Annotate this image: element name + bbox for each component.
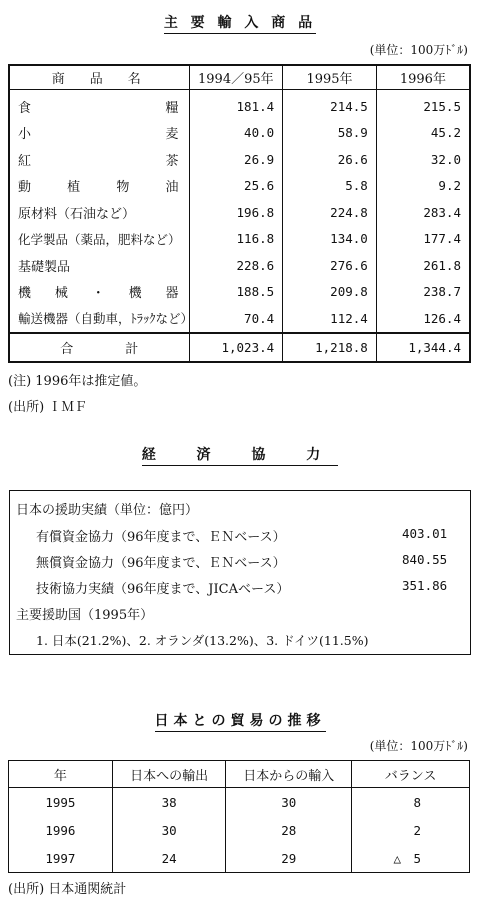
donors-heading: 主要援助国（1995年） — [16, 608, 154, 623]
aid-item-value: 403.01 — [402, 526, 448, 541]
aid-heading: 日本の援助実績（単位：億円） — [16, 503, 199, 518]
trade-row — [9, 816, 470, 844]
imports-header-row — [9, 65, 470, 90]
product-name — [9, 120, 189, 147]
product-name-char: 油 — [165, 180, 179, 196]
import-value: 261.8 — [376, 252, 470, 279]
product-name-spread — [18, 282, 189, 301]
product-name-char: 機 — [128, 286, 142, 302]
imports-note: (注) 1996年は推定値。 — [8, 374, 147, 389]
product-name-spread — [18, 97, 189, 116]
product-name-char: 紅 — [18, 153, 32, 169]
cooperation-title: 経 済 協 力 — [0, 444, 480, 466]
trade-import: 28 — [226, 816, 352, 844]
import-value: 177.4 — [376, 226, 470, 253]
import-value: 25.6 — [189, 173, 283, 200]
product-name-char: 麦 — [165, 127, 179, 143]
donors-list: 1. 日本(21.2%)、2. オランダ(13.2%)、3. ドイツ(11.5%) — [36, 633, 369, 648]
aid-item-value: 351.86 — [402, 578, 448, 593]
aid-item-label: 無償資金協力（96年度まで、ＥＮベース） — [36, 556, 286, 571]
trade-balance: 2 — [352, 816, 470, 844]
imports-row — [9, 279, 470, 306]
header-export: 日本への輸出 — [112, 761, 226, 788]
trade-import: 30 — [226, 788, 352, 817]
import-value: 116.8 — [189, 226, 283, 253]
product-name-char: 食 — [18, 100, 32, 116]
trade-header-row — [9, 761, 470, 788]
trade-year: 1997 — [45, 850, 76, 866]
header-product-name: 商 品 名 — [9, 65, 189, 90]
imports-row — [9, 305, 470, 333]
header-year: 1994／95年 — [189, 65, 283, 90]
import-value: 70.4 — [189, 305, 283, 333]
import-value: 228.6 — [189, 252, 283, 279]
header-year: 1996年 — [376, 65, 470, 90]
trade-balance: △ 5 — [352, 844, 470, 873]
imports-table — [8, 64, 471, 363]
trade-export: 38 — [112, 788, 226, 817]
header-balance: バランス — [352, 761, 470, 788]
total-value: 1,023.4 — [189, 333, 283, 362]
import-value: 32.0 — [376, 146, 470, 173]
header-year: 1995年 — [283, 65, 377, 90]
product-name: 原材料（石油など） — [18, 206, 136, 222]
imports-total-row — [9, 333, 470, 362]
product-name-char: 茶 — [165, 153, 179, 169]
aid-item-label: 技術協力実績（96年度まで、JICAベース） — [36, 582, 290, 597]
import-value: 26.9 — [189, 146, 283, 173]
trade-year: 1995 — [45, 794, 76, 810]
trade-export: 24 — [112, 844, 226, 873]
import-value: 9.2 — [376, 173, 470, 200]
imports-title: 主 要 輸 入 商 品 — [0, 12, 480, 34]
product-name-char: 動 — [18, 180, 32, 196]
product-name-char: 器 — [165, 286, 179, 302]
imports-row — [9, 120, 470, 147]
trade-row — [9, 844, 470, 873]
product-name-char: 物 — [116, 180, 130, 196]
product-name — [9, 90, 189, 120]
imports-row — [9, 252, 470, 279]
imports-row — [9, 90, 470, 120]
aid-item-label: 有償資金協力（96年度まで、ＥＮベース） — [36, 530, 286, 545]
product-name-char: 機 — [18, 286, 32, 302]
import-value: 276.6 — [283, 252, 377, 279]
import-value: 188.5 — [189, 279, 283, 306]
imports-row — [9, 173, 470, 200]
product-name-spread — [18, 176, 189, 195]
total-value: 1,218.8 — [283, 333, 377, 362]
imports-row — [9, 199, 470, 226]
product-name — [9, 279, 189, 306]
imports-row — [9, 226, 470, 253]
import-value: 283.4 — [376, 199, 470, 226]
product-name-spread — [18, 123, 189, 142]
import-value: 126.4 — [376, 305, 470, 333]
imports-source: (出所) ＩＭＦ — [8, 400, 88, 415]
trade-row — [9, 788, 470, 817]
product-name-char: 糧 — [165, 100, 179, 116]
import-value: 215.5 — [376, 90, 470, 120]
import-value: 214.5 — [283, 90, 377, 120]
trade-table — [8, 760, 470, 873]
import-value: 5.8 — [283, 173, 377, 200]
aid-item-value: 840.55 — [402, 552, 448, 567]
product-name: 化学製品（薬品，肥料など） — [18, 231, 181, 247]
import-value: 238.7 — [376, 279, 470, 306]
import-value: 181.4 — [189, 90, 283, 120]
trade-source: (出所) 日本通関統計 — [8, 882, 127, 897]
product-name-char: 小 — [18, 127, 32, 143]
product-name — [9, 173, 189, 200]
import-value: 58.9 — [283, 120, 377, 147]
product-name-char: ・ — [91, 286, 105, 302]
product-name-char: 植 — [67, 180, 81, 196]
import-value: 45.2 — [376, 120, 470, 147]
import-value: 40.0 — [189, 120, 283, 147]
product-name-spread — [18, 150, 189, 169]
total-value: 1,344.4 — [376, 333, 470, 362]
trade-year: 1996 — [45, 822, 76, 838]
imports-unit: (単位：100万ﾄﾞﾙ) — [369, 43, 468, 57]
header-import: 日本からの輸入 — [226, 761, 352, 788]
import-value: 196.8 — [189, 199, 283, 226]
import-value: 112.4 — [283, 305, 377, 333]
product-name — [9, 146, 189, 173]
total-label: 合 計 — [9, 333, 189, 362]
product-name: 輸送機器（自動車，ﾄﾗｯｸなど） — [18, 311, 194, 327]
trade-balance: 8 — [352, 788, 470, 817]
trade-import: 29 — [226, 844, 352, 873]
import-value: 134.0 — [283, 226, 377, 253]
product-name: 基礎製品 — [18, 259, 71, 275]
trade-unit: (単位：100万ﾄﾞﾙ) — [369, 739, 468, 753]
import-value: 209.8 — [283, 279, 377, 306]
product-name-char: 械 — [54, 286, 68, 302]
trade-title: 日本との貿易の推移 — [0, 710, 480, 732]
cooperation-box — [9, 490, 471, 655]
imports-row — [9, 146, 470, 173]
import-value: 224.8 — [283, 199, 377, 226]
import-value: 26.6 — [283, 146, 377, 173]
header-year: 年 — [9, 761, 113, 788]
trade-export: 30 — [112, 816, 226, 844]
